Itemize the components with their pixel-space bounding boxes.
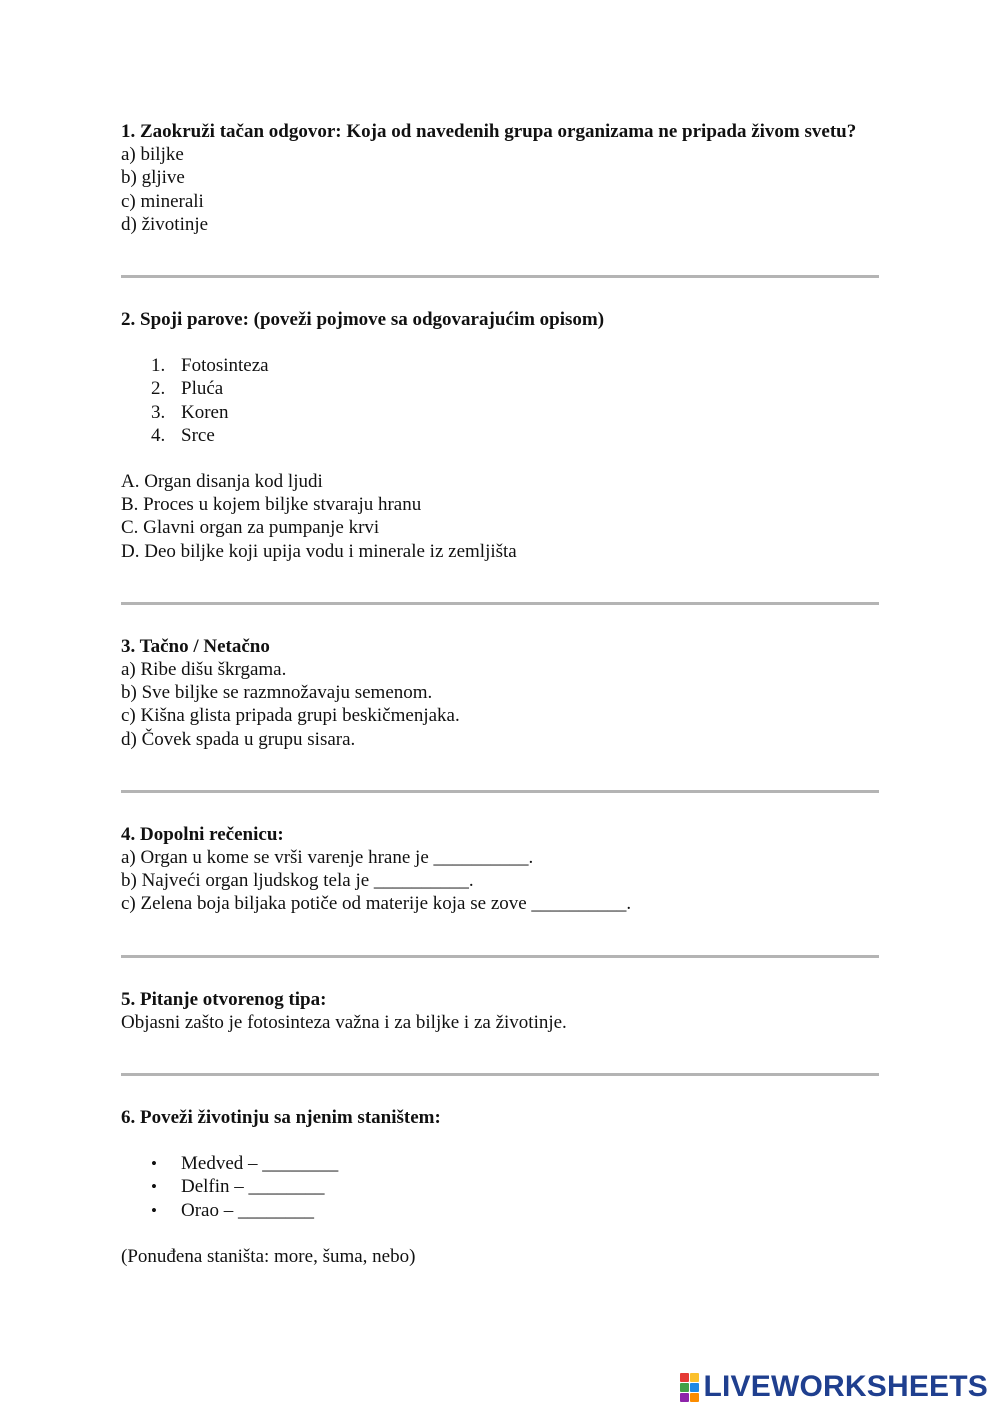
question-1 [121,120,879,236]
list-item [121,1199,879,1222]
description-b: B. Proces u kojem biljke stvaraju hranu [121,494,422,516]
statement-d: d) Čovek spada u grupu sisara. [121,728,356,750]
sentence-a: a) Organ u kome se vrši varenje hrane je __________. [121,847,534,869]
question-2 [121,308,879,563]
question-5-text: Objasni zašto je fotosinteza važna i za biljke i za životinje. [121,1011,567,1033]
separator [121,1073,879,1076]
statement-a: a) Ribe dišu škrgama. [121,659,287,681]
list-item [121,377,879,400]
list-number: 4. [151,424,166,446]
habitats-note: (Ponuđena staništa: more, šuma, nebo) [121,1245,416,1267]
question-1-title: 1. Zaokruži tačan odgovor: Koja od navedenih grupa organizama ne pripada živom svetu? [121,121,857,142]
list-item [121,1152,879,1175]
question-6-title: 6. Poveži životinju sa njenim staništem: [121,1107,441,1129]
separator [121,790,879,793]
bullet-icon: • [151,1177,157,1197]
list-item [121,401,879,424]
statement-b: b) Sve biljke se razmnožavaju semenom. [121,682,433,704]
list-number: 2. [151,378,166,400]
question-4 [121,823,879,916]
option-c: c) minerali [121,190,204,212]
question-2-title: 2. Spoji parove: (poveži pojmove sa odgovarajućim opisom) [121,309,605,331]
list-item [121,1175,879,1198]
animal-item: Delfin – ________ [181,1176,325,1198]
question-5 [121,988,879,1034]
list-item [121,424,879,447]
term-text: Srce [181,424,215,446]
list-item [121,354,879,377]
description-c: C. Glavni organ za pumpanje krvi [121,517,380,539]
option-a: a) biljke [121,144,184,166]
description-d: D. Deo biljke koji upija vodu i minerale iz zemljišta [121,540,517,562]
sentence-b: b) Najveći organ ljudskog tela je __________. [121,870,474,892]
worksheet [121,120,879,1268]
terms-list [121,354,879,447]
descriptions-list [121,470,879,563]
question-3-title: 3. Tačno / Netačno [121,635,270,657]
animals-list [121,1152,879,1222]
separator [121,955,879,958]
logo-text: LIVEWORKSHEETS [703,1370,988,1403]
question-4-title: 4. Dopolni rečenicu: [121,823,284,845]
term-text: Koren [181,401,229,423]
list-number: 1. [151,355,166,377]
description-a: A. Organ disanja kod ljudi [121,471,323,493]
option-d: d) životinje [121,213,209,235]
logo-icon [680,1373,699,1402]
separator [121,602,879,605]
option-b: b) gljive [121,167,185,189]
question-5-title: 5. Pitanje otvorenog tipa: [121,988,327,1010]
question-3 [121,635,879,751]
separator [121,275,879,278]
bullet-icon: • [151,1154,157,1174]
term-text: Fotosinteza [181,355,269,377]
question-6 [121,1106,879,1268]
statement-c: c) Kišna glista pripada grupi beskičmenjaka. [121,705,460,727]
bullet-icon: • [151,1200,157,1220]
animal-item: Orao – ________ [181,1199,314,1221]
list-number: 3. [151,401,166,423]
animal-item: Medved – ________ [181,1153,339,1175]
sentence-c: c) Zelena boja biljaka potiče od materije koja se zove __________. [121,893,632,915]
liveworksheets-logo [680,1370,989,1404]
term-text: Pluća [181,378,224,400]
